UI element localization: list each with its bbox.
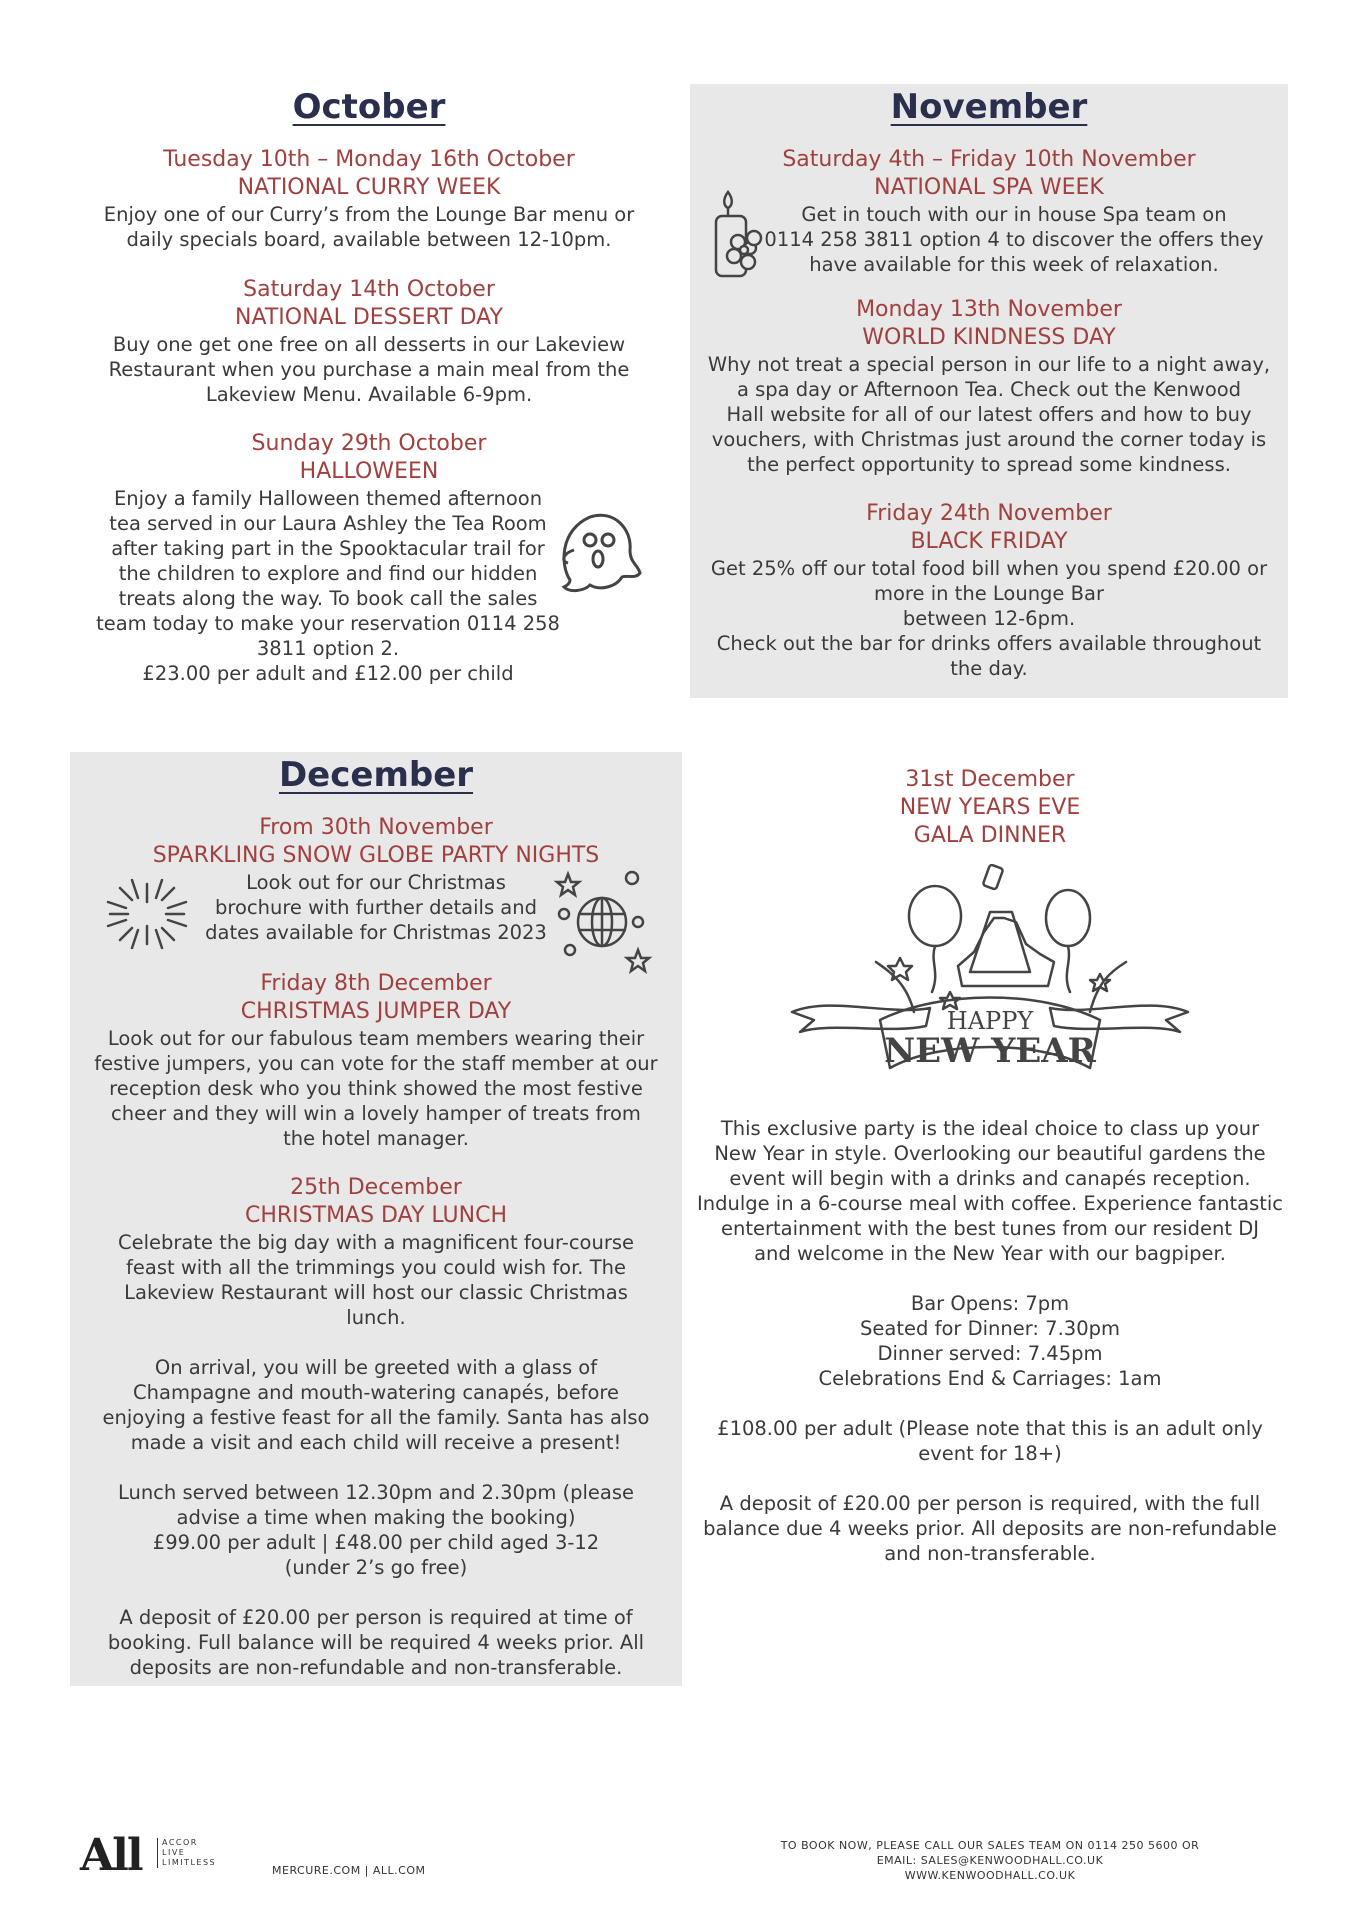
event-name: NATIONAL DESSERT DAY <box>235 305 503 330</box>
event-date: Friday 24th November <box>866 501 1112 526</box>
event-spa-week <box>690 146 1288 277</box>
event-name-line2: GALA DINNER <box>913 823 1067 848</box>
nye-description: This exclusive party is the ideal choice to class up your New Year in style. Overlooking our beautiful gardens the event will begin with a drinks and canapés reception. Indulge in a 6-course meal with coffee. Experience fantastic entertainment with the best tunes from our resident DJ and welcome in the New Year with our bagpiper. Bar Opens: 7pm Seated for Dinner: 7.30pm Dinner served: 7.45pm Celebrations End & Carriages: 1am £108.00 per adult (Please note that this is an adult only event for 18+) A deposit of £20.00 per person is required, with the full balance due 4 weeks prior. All deposits are non-refundable and non-transferable. <box>696 1117 1284 1565</box>
event-kindness-day <box>690 296 1288 477</box>
event-description: Enjoy one of our Curry’s from the Lounge Bar menu or daily specials board, available between 12-10pm. <box>103 203 635 251</box>
event-date: Saturday 14th October <box>243 277 495 302</box>
ghost-icon <box>550 505 645 600</box>
november-title: November <box>890 87 1088 127</box>
nye-panel <box>690 752 1290 1582</box>
event-dessert-day <box>70 276 668 407</box>
event-description: Look out for our Christmas brochure with further details and dates available for Christmas 2023 <box>205 871 547 944</box>
banner-happy: HAPPY <box>946 1007 1034 1035</box>
event-date: Sunday 29th October <box>251 431 487 456</box>
event-date: Tuesday 10th – Monday 16th October <box>163 147 575 172</box>
disco-ball-icon <box>554 870 654 970</box>
event-black-friday <box>690 500 1288 681</box>
footer-sites: MERCURE.COM | ALL.COM <box>272 1864 426 1877</box>
event-name: HALLOWEEN <box>299 459 439 484</box>
event-description: Get 25% off our total food bill when you spend £20.00 or more in the Lounge Bar between 12-6pm. Check out the bar for drinks offers available throughout the day. <box>710 557 1268 680</box>
event-date: 25th December <box>290 1175 462 1200</box>
event-description: Celebrate the big day with a magnificent four-course feast with all the trimmings you could wish for. The Lakeview Restaurant will host our classic Christmas lunch. On arrival, you will be greeted with a glass of Champagne and mouth-watering canapés, before enjoying a festive feast for all the family. Santa has also made a visit and each child will receive a present! Lunch served between 12.30pm and 2.30pm (please advise a time when making the booking) £99.00 per adult | £48.00 per child aged 3-12 (under 2’s go free) A deposit of £20.00 per person is required at time of booking. Full balance will be required 4 weeks prior. All deposits are non-refundable and non-transferable. <box>102 1231 650 1679</box>
november-panel <box>690 84 1288 698</box>
event-description: Buy one get one free on all desserts in our Lakeview Restaurant when you purchase a main meal from the Lakeview Menu. Available 6-9pm. <box>108 333 630 406</box>
event-name: NATIONAL CURRY WEEK <box>237 175 501 200</box>
december-panel <box>70 752 682 1686</box>
event-curry-week <box>70 146 668 252</box>
candle-icon <box>712 190 772 280</box>
event-description: Why not treat a special person in our life to a night away, a spa day or Afternoon Tea. Check out the Kenwood Hall website for all of our latest offers and how to buy vouchers, with Christmas just around the corner today is the perfect opportunity to spread some kindness. <box>707 353 1271 476</box>
event-name: CHRISTMAS JUMPER DAY <box>240 999 512 1024</box>
event-nye-header <box>690 766 1290 850</box>
december-title: December <box>278 755 474 795</box>
happy-new-year-illustration <box>790 862 1190 1082</box>
footer <box>0 1820 1358 1900</box>
event-name: CHRISTMAS DAY LUNCH <box>244 1203 508 1228</box>
accor-tagline: ACCOR LIVE LIMITLESS <box>157 1838 216 1868</box>
accor-all-logo <box>80 1830 142 1881</box>
event-description: Enjoy a family Halloween themed afternoon tea served in our Laura Ashley the Tea Room after taking part in the Spooktacular trail for the children to explore and find our hidden treats along the way. To book call the sales team today to make your reservation 0114 258 3811 option 2. £23.00 per adult and £12.00 per child <box>96 487 560 685</box>
october-panel <box>70 80 668 690</box>
event-name: NATIONAL SPA WEEK <box>874 175 1104 200</box>
event-description: Get in touch with our in house Spa team on 0114 258 3811 option 4 to discover the offers they have available for this week of relaxation. <box>764 203 1264 276</box>
event-name: NEW YEARS EVE <box>899 795 1081 820</box>
banner-new-year: NEW YEAR <box>884 1031 1096 1071</box>
event-description: Look out for our fabulous team members wearing their festive jumpers, you can vote for the staff member at our reception desk who you think showed the most festive cheer and they will win a lovely hamper of treats from the hotel manager. <box>94 1027 658 1150</box>
logo-all: All <box>80 1830 142 1881</box>
event-date: Saturday 4th – Friday 10th November <box>782 147 1196 172</box>
event-name: WORLD KINDNESS DAY <box>862 325 1116 350</box>
event-date: From 30th November <box>259 815 493 840</box>
event-jumper-day <box>70 970 682 1151</box>
event-date: 31st December <box>905 767 1075 792</box>
firework-icon <box>102 874 192 954</box>
event-date: Monday 13th November <box>856 297 1122 322</box>
footer-contact: TO BOOK NOW, PLEASE CALL OUR SALES TEAM ON 0114 250 5600 OR EMAIL: SALES@KENWOODHALL.CO.UK WWW.KENWOODHALL.CO.UK <box>780 1839 1200 1882</box>
event-name: BLACK FRIDAY <box>910 529 1068 554</box>
event-christmas-lunch <box>70 1174 682 1680</box>
october-title: October <box>292 87 446 127</box>
event-date: Friday 8th December <box>260 971 492 996</box>
event-name: SPARKLING SNOW GLOBE PARTY NIGHTS <box>152 843 600 868</box>
